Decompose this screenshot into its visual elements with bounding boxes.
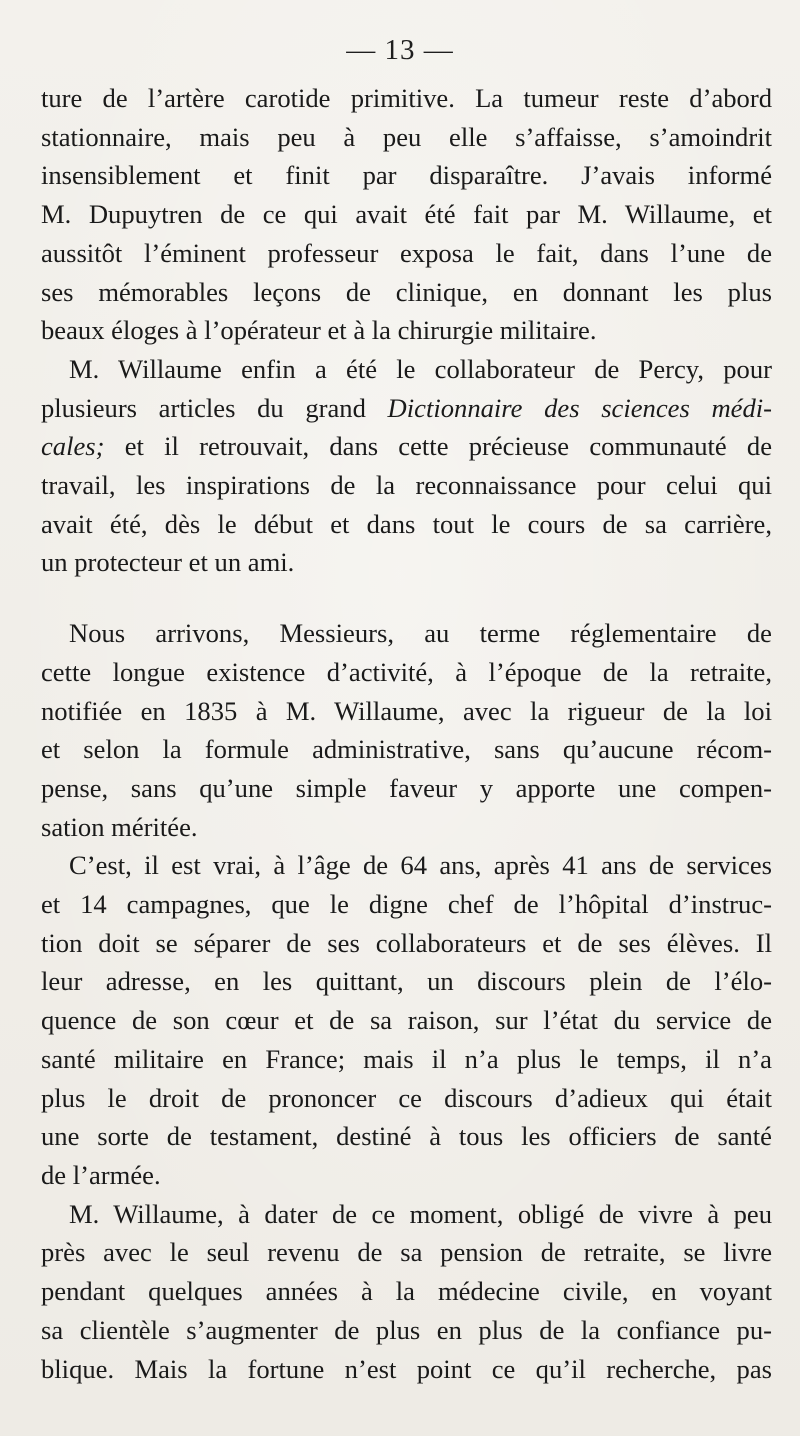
paragraph-5	[41, 1195, 772, 1389]
paragraph-3	[41, 614, 772, 846]
text-line: et 14 campagnes, que le digne chef de l’hôpital d’instruc-	[41, 889, 772, 920]
text-line: quence de son cœur et de sa raison, sur l’état du service de	[41, 1005, 772, 1036]
text-line: de l’armée.	[41, 1159, 161, 1190]
paragraph-2	[41, 350, 772, 582]
text-line: insensiblement et finit par disparaître. J’avais informé	[41, 160, 772, 191]
text-line-with-title	[41, 427, 772, 466]
text-line: M. Willaume enfin a été le collaborateur de Percy, pour	[69, 353, 772, 384]
text-line: notifiée en 1835 à M. Willaume, avec la rigueur de la loi	[41, 695, 772, 726]
text-line: travail, les inspirations de la reconnaissance pour celui qui	[41, 470, 772, 501]
text-line: près avec le seul revenu de sa pension de retraite, se livre	[41, 1237, 772, 1268]
text-line: cette longue existence d’activité, à l’époque de la retraite,	[41, 656, 772, 687]
text-line: aussitôt l’éminent professeur exposa le fait, dans l’une de	[41, 237, 772, 268]
text-line: leur adresse, en les quittant, un discours plein de l’élo-	[41, 966, 772, 997]
text-line: ture de l’artère carotide primitive. La tumeur reste d’abord	[41, 83, 772, 113]
text-line: blique. Mais la fortune n’est point ce qu’il recherche, pas	[41, 1353, 772, 1384]
book-title: Dictionnaire des sciences médi-	[387, 392, 772, 423]
text-line: beaux éloges à l’opérateur et à la chirurgie militaire.	[41, 315, 597, 346]
text-line: avait été, dès le début et dans tout le cours de sa carrière,	[41, 508, 772, 539]
body-text	[41, 79, 772, 1388]
text-line: M. Dupuytren de ce qui avait été fait par M. Willaume, et	[41, 199, 772, 230]
paragraph-4	[41, 846, 772, 1194]
text-line: une sorte de testament, destiné à tous les officiers de santé	[41, 1121, 772, 1152]
text-line: ses mémorables leçons de clinique, en donnant les plus	[41, 276, 772, 307]
text-line: Nous arrivons, Messieurs, au terme réglementaire de	[69, 618, 772, 649]
section-gap	[41, 582, 772, 614]
text-line: sa clientèle s’augmenter de plus en plus de la confiance pu-	[41, 1314, 772, 1345]
text-line: stationnaire, mais peu à peu elle s’affaisse, s’amoindrit	[41, 121, 772, 152]
text-line: un protecteur et un ami.	[41, 547, 295, 578]
paragraph-1	[41, 79, 772, 350]
text-line: tion doit se séparer de ses collaborateurs et de ses élèves. Il	[41, 927, 772, 958]
text-fragment: plusieurs articles du grand	[41, 392, 366, 423]
book-title: cales;	[41, 431, 105, 462]
text-line: pendant quelques années à la médecine civile, en voyant	[41, 1276, 772, 1307]
text-line: C’est, il est vrai, à l’âge de 64 ans, après 41 ans de services	[69, 850, 772, 881]
text-line: pense, sans qu’une simple faveur y apporte une compen-	[41, 772, 772, 803]
text-line: santé militaire en France; mais il n’a plus le temps, il n’a	[41, 1043, 772, 1074]
text-line: et selon la formule administrative, sans qu’aucune récom-	[41, 734, 772, 765]
text-line-with-title	[41, 389, 772, 428]
text-line: plus le droit de prononcer ce discours d’adieux qui était	[41, 1082, 772, 1113]
page-number: — 13 —	[346, 34, 454, 66]
text-line: M. Willaume, à dater de ce moment, obligé de vivre à peu	[69, 1198, 772, 1229]
text-fragment: et il retrouvait, dans cette précieuse communauté de	[124, 431, 772, 462]
text-line: sation méritée.	[41, 811, 198, 842]
